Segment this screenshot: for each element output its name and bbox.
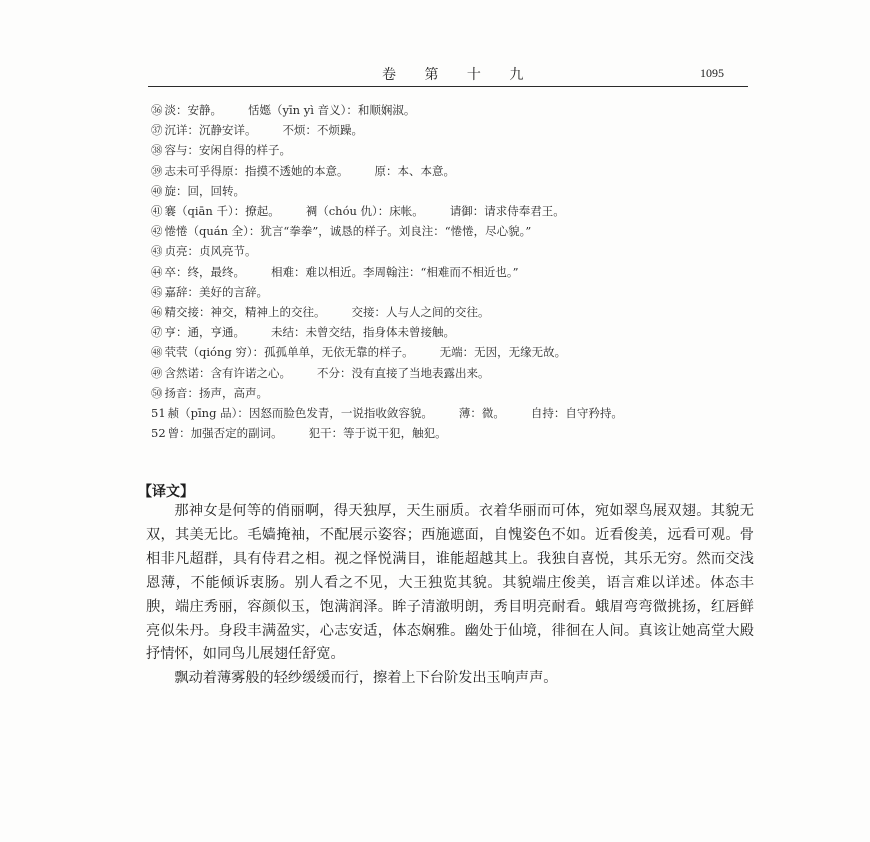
note-number: ㊵: [151, 183, 163, 198]
note-text: 扬音：扬声，高声。: [164, 385, 268, 400]
note-number: 52: [151, 426, 166, 441]
note-text: 曾：加强否定的副词。: [167, 426, 283, 441]
note-text: 亨：通，亨通。: [164, 325, 245, 340]
note-text: 薄：微。: [458, 406, 505, 421]
note-text: 褰（qiān 千）：撩起。: [164, 204, 280, 219]
note-text: 惓惓（quán 全）：犹言“拳拳”，诚恳的样子。刘良注：“惓惓，尽心貌。”: [164, 224, 532, 239]
note-number: ㊴: [151, 163, 163, 178]
note-item: [151, 221, 761, 241]
translation-paragraph: 那神女是何等的俏丽啊，得天独厚，天生丽质。衣着华丽而可体，宛如翠鸟展双翅。其貌无双，其美无比。毛嫱掩袖，不配展示姿容；西施遮面，自愧姿色不如。近看俊美，远看可观。骨相非凡超群，具有侍君之相。视之怿悦满目，谁能超越其上。我独自喜悦，其乐无穷。然而交浅恩薄，不能倾诉衷肠。别人看之不见，大王独览其貌。其貌端庄俊美，语言难以详述。体态丰腴，端庄秀丽，容颜似玉，饱满润泽。眸子清澈明朗，秀目明亮耐看。蛾眉弯弯微挑扬，红唇鲜亮似朱丹。身段丰满盈实，心志安适，体态娴雅。幽处于仙境，徘徊在人间。真该让她高堂大殿抒情怀，如同鸟儿展翅任舒宽。: [146, 503, 754, 663]
note-text: 相难：难以相近。李周翰注：“相难而不相近也。”: [271, 264, 519, 279]
note-text: 容与：安闲自得的样子。: [164, 143, 291, 158]
note-number: ㊿: [151, 385, 163, 400]
translation-heading: 【译文】: [138, 484, 194, 500]
note-number: ㊾: [151, 365, 163, 380]
note-number: 51: [151, 406, 166, 421]
note-item: [151, 302, 761, 322]
chapter-title: 卷 第 十 九: [382, 67, 536, 83]
note-text: 裯（chóu 仇）：床帐。: [305, 204, 424, 219]
note-text: 未结：未曾交结，指身体未曾接触。: [271, 325, 455, 340]
note-item: [151, 342, 761, 362]
note-text: 请御：请求侍奉君王。: [449, 204, 565, 219]
translation-body: [146, 500, 754, 691]
note-item: [151, 282, 761, 302]
note-item: [151, 423, 761, 443]
note-number: ㊽: [151, 345, 163, 360]
note-text: 自持：自守矜持。: [530, 406, 623, 421]
note-number: ㊲: [151, 123, 163, 138]
note-number: ㊺: [151, 284, 163, 299]
note-number: ㊹: [151, 264, 163, 279]
note-number: ㊱: [151, 103, 163, 117]
note-text: 不分：没有直接了当地表露出来。: [317, 365, 490, 380]
note-text: 不烦：不烦躁。: [282, 123, 363, 138]
note-number: ㊻: [151, 305, 163, 320]
note-text: 茕茕（qióng 穷）：孤孤单单，无依无靠的样子。: [164, 345, 414, 360]
note-text: 恬嫕（yīn yì 音义）：和顺娴淑。: [248, 103, 416, 117]
note-number: ㊷: [151, 224, 163, 239]
note-item: [151, 161, 761, 181]
note-text: 淡：安静。: [164, 103, 222, 117]
note-text: 无端：无因，无缘无故。: [439, 345, 567, 360]
note-item: [151, 181, 761, 201]
note-item: [151, 241, 761, 261]
note-text: 沉详：沉静安详。: [164, 123, 257, 138]
note-text: 嘉辞：美好的言辞。: [164, 284, 268, 299]
note-number: ㊸: [151, 244, 163, 259]
page-number: 1095: [700, 66, 724, 80]
note-item: [151, 100, 761, 120]
note-number: ㊶: [151, 204, 163, 219]
note-text: 精交接：神交，精神上的交往。: [164, 305, 326, 320]
note-text: 旋：回，回转。: [164, 183, 245, 198]
note-text: 交接：人与人之间的交往。: [351, 305, 490, 320]
header-rule: [148, 86, 748, 87]
note-text: 志未可乎得原：指摸不透她的本意。: [164, 163, 349, 178]
note-text: 含然诺：含有许诺之心。: [164, 365, 291, 380]
note-item: [151, 322, 761, 342]
annotation-notes: [151, 100, 761, 443]
note-number: ㊼: [151, 325, 163, 340]
note-item: [151, 201, 761, 221]
note-text: 犯干：等于说干犯，触犯。: [308, 426, 447, 441]
note-item: [151, 403, 761, 423]
translation-paragraph: 飘动着薄雾般的轻纱缓缓而行，擦着上下台阶发出玉响声声。: [174, 670, 558, 687]
note-item: [151, 383, 761, 403]
note-text: 卒：终，最终。: [164, 264, 245, 279]
note-item: [151, 363, 761, 383]
note-text: 原：本、本意。: [374, 163, 455, 178]
note-item: [151, 140, 761, 160]
note-item: [151, 262, 761, 282]
note-number: ㊳: [151, 143, 163, 158]
running-header: [148, 64, 748, 86]
note-text: 贞亮：贞风亮节。: [164, 244, 257, 259]
note-text: 赪（pīng 品）：因怒而脸色发青，一说指收敛容貌。: [167, 406, 433, 421]
note-item: [151, 120, 761, 140]
